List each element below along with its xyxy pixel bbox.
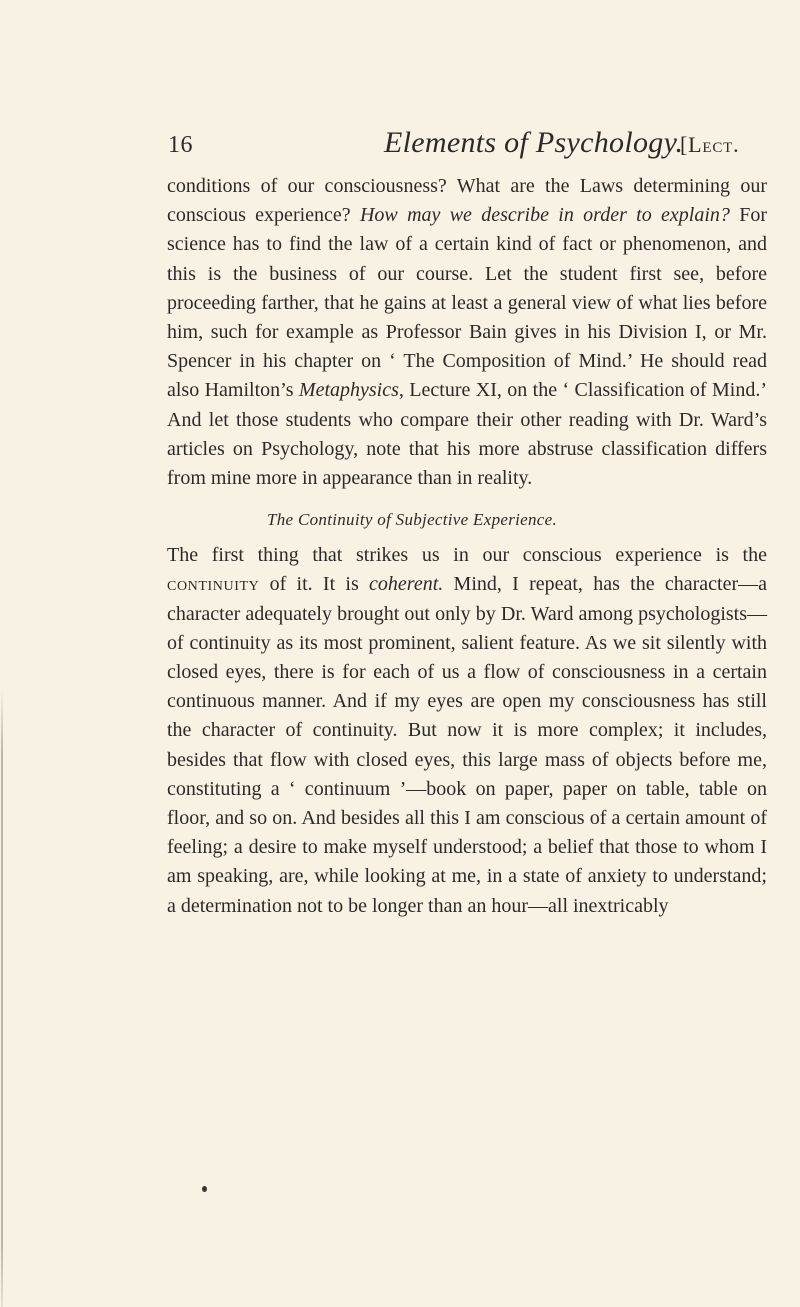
paragraph-1 [167,172,767,493]
paragraph-2 [167,541,767,921]
section-heading: The Continuity of Subjective Experience. [267,510,558,530]
paragraph-1-text-b: For science has to find the law of a certain kind of fact or phenomenon, and this is the business of our course. Let the student first see, before proceeding farther, that he gains at least a general view of what lies before him, such for example as Professor Bain gives in his Division I, or Mr. Spencer in his chapter on ‘ The Composition of Mind.’ He should read also Hamilton’s [167,204,767,402]
page-number: 16 [168,132,193,158]
paragraph-1-text-c: , Lecture XI, on the ‘ Classification of Mind.’ And let those students who compare their other reading with Dr. Ward’s articles on Psychology, note that his more abstruse classification differs from mine more in appearance than in reality. [167,379,767,490]
paragraph-1-italic-question: How may we describe in order to explain? [359,204,730,227]
paragraph-2-italic-coherent: coherent. [369,573,444,596]
paragraph-2-text-b: of it. It is [259,573,370,596]
paragraph-1-text-a: conditions of our consciousness? What are the Laws determining our conscious experience? [167,175,767,227]
main-text [167,172,767,921]
paragraph-2-smallcaps-continuity: continuity [167,573,260,596]
running-head [168,126,768,166]
ink-speck [202,1186,207,1192]
running-title: Elements of Psychology. [384,126,684,159]
section-marker: [Lect. [680,132,740,157]
paragraph-1-italic-metaphysics: Metaphysics [298,379,399,402]
paragraph-2-text-a: The first thing that strikes us in our conscious experience is the [167,544,767,567]
page-edge-shadow [1,690,3,1307]
paragraph-2-text-c: Mind, I repeat, has the character—a character adequately brought out only by Dr. Ward among psychologists—of continuity as its most prominent, salient feature. As we sit silently with closed eyes, there is for each of us a flow of consciousness in a certain continuous manner. And if my eyes are open my consciousness has still the character of continuity. But now it is more complex; it includes, besides that flow with closed eyes, this large mass of objects before me, constituting a ‘ continuum ’—book on paper, paper on table, table on floor, and so on. And besides all this I am conscious of a certain amount of feeling; a desire to make myself understood; a belief that those to whom I am speaking, are, while looking at me, in a state of anxiety to understand; a determination not to be longer than an hour—all inextricably [167,573,767,917]
